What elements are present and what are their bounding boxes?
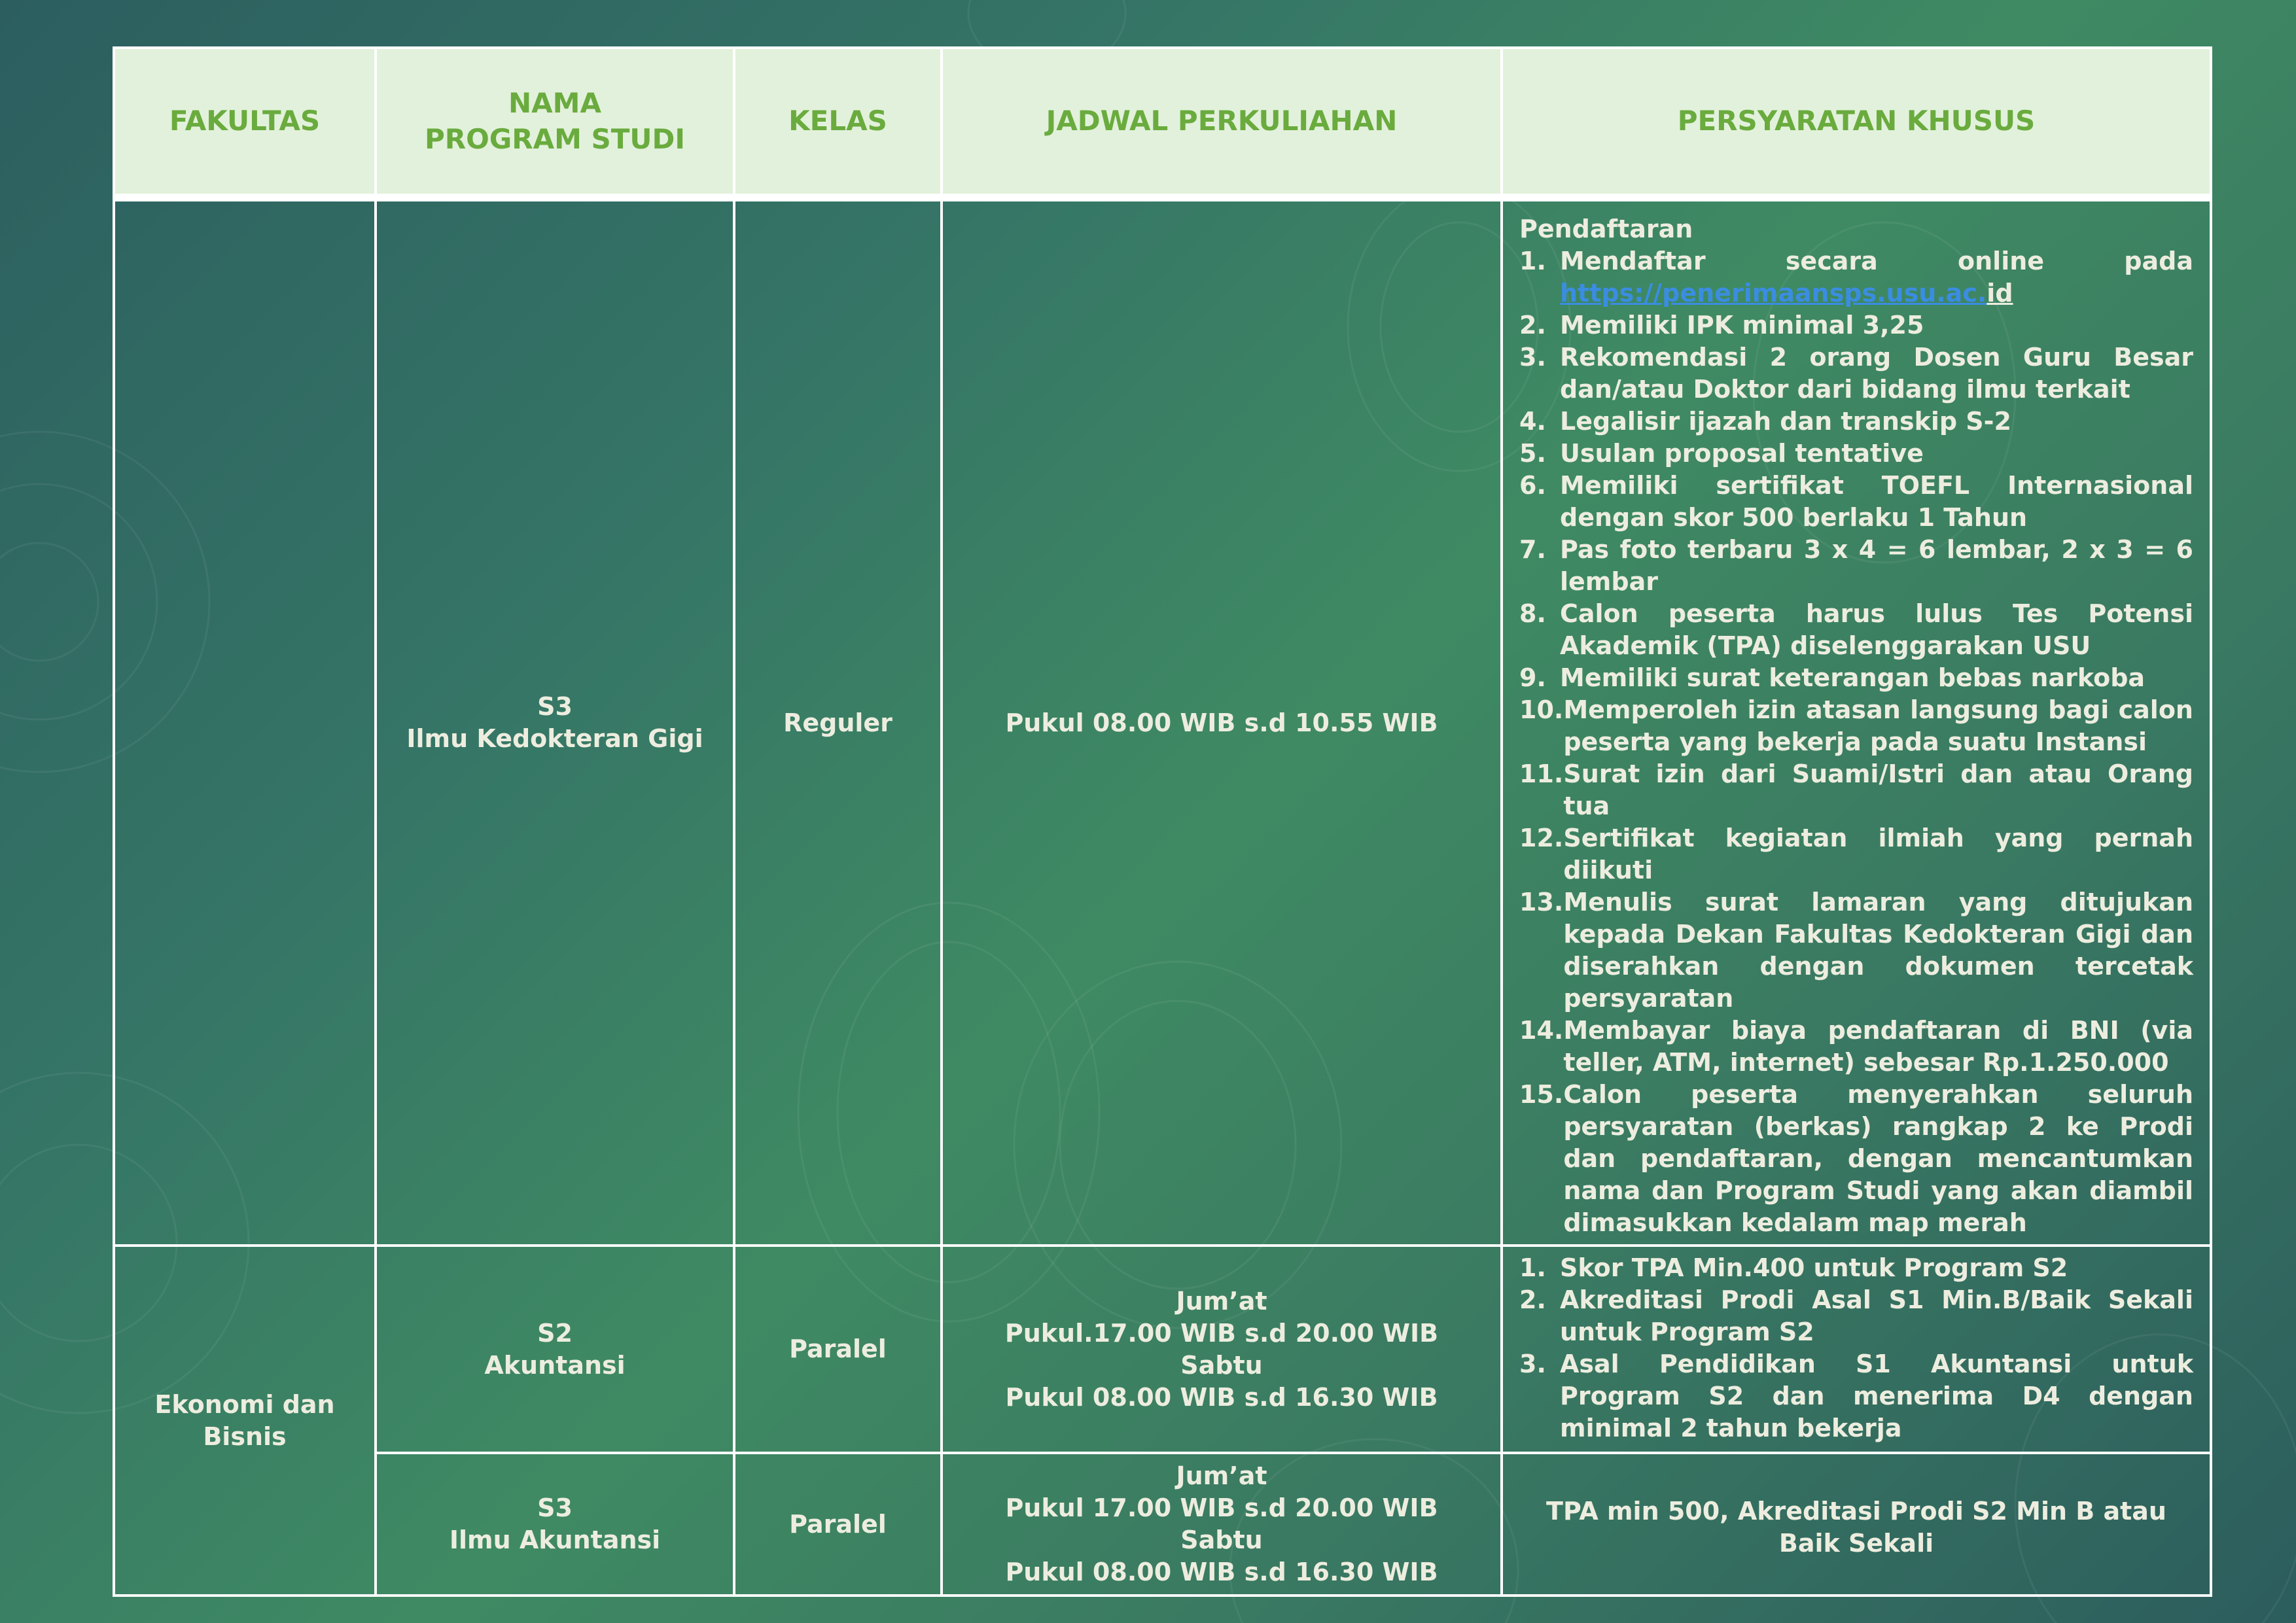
item-text: Menulis surat lamaran yang ditujukan kepada Dekan Fakultas Kedokteran Gigi dan diserahkan dengan dokumen tercetak persyaratan (1563, 888, 2193, 1013)
item-number: 3. (1519, 1350, 1546, 1378)
requirements-list (1519, 245, 2193, 1239)
prodi-level: S3 (537, 1493, 573, 1522)
jadwal-time: Pukul 17.00 WIB s.d 20.00 WIB (1005, 1493, 1438, 1522)
requirements-cell (1502, 198, 2211, 1246)
prodi-name: Akuntansi (484, 1350, 626, 1380)
list-item (1519, 341, 2193, 406)
registration-link[interactable]: https://penerimaansps.usu.ac. (1560, 279, 1987, 307)
prodi-cell (376, 1453, 734, 1596)
list-item (1519, 309, 2193, 341)
item-text: Memperoleh izin atasan langsung bagi calon peserta yang bekerja pada suatu Instansi (1563, 695, 2193, 756)
fakultas-cell: Ekonomi dan Bisnis (114, 1246, 376, 1596)
item-number: 9. (1519, 663, 1546, 692)
item-number: 10. (1519, 695, 1564, 724)
item-text: Usulan proposal tentative (1560, 439, 1924, 468)
item-text: Skor TPA Min.400 untuk Program S2 (1560, 1253, 2068, 1282)
list-item (1519, 534, 2193, 598)
table-row (114, 1453, 2211, 1596)
header-kelas: KELAS (734, 48, 942, 198)
header-persyaratan: PERSYARATAN KHUSUS (1502, 48, 2211, 198)
table-row (114, 1246, 2211, 1453)
item-number: 7. (1519, 535, 1546, 564)
prodi-cell (376, 198, 734, 1246)
item-number: 5. (1519, 439, 1546, 468)
list-item (1519, 758, 2193, 822)
header-fakultas: FAKULTAS (114, 48, 376, 198)
jadwal-cell (942, 198, 1502, 1246)
jadwal-time: Pukul.17.00 WIB s.d 20.00 WIB (1004, 1318, 1439, 1348)
item-number: 11. (1519, 759, 1564, 788)
list-item (1519, 694, 2193, 758)
item-text-main: Mendaftar secara online pada (1560, 247, 2193, 275)
list-item (1519, 406, 2193, 438)
kelas-cell: Paralel (734, 1453, 942, 1596)
item-text: Asal Pendidikan S1 Akuntansi untuk Program S2 dan menerima D4 dengan minimal 2 tahun bekerja (1560, 1350, 2193, 1442)
jadwal-day: Jum’at (1176, 1286, 1267, 1316)
list-item (1519, 662, 2193, 694)
item-text: Calon peserta menyerahkan seluruh persyaratan (berkas) rangkap 2 ke Prodi dan pendaftaran, dengan mencantumkan nama dan Program Studi yang akan diambil dimasukkan kedalam map merah (1563, 1080, 2193, 1237)
item-text: Memiliki surat keterangan bebas narkoba (1560, 663, 2146, 692)
jadwal-time: Pukul 08.00 WIB s.d 16.30 WIB (1005, 1558, 1438, 1586)
list-item (1519, 598, 2193, 662)
item-text (1560, 245, 2193, 309)
fakultas-cell (114, 198, 376, 1246)
requirements-list (1519, 1252, 2193, 1444)
item-number: 1. (1519, 247, 1546, 275)
registration-link-tail[interactable]: id (1987, 279, 2013, 307)
kelas-cell: Paralel (734, 1246, 942, 1453)
kelas-cell: Reguler (734, 198, 942, 1246)
list-item (1519, 470, 2193, 534)
header-nama-line2: PROGRAM STUDI (424, 122, 686, 155)
item-number: 13. (1519, 888, 1564, 916)
table-header-row (114, 48, 2211, 198)
item-text: Memiliki sertifikat TOEFL Internasional dengan skor 500 berlaku 1 Tahun (1560, 471, 2193, 532)
jadwal-cell (942, 1453, 1502, 1596)
item-text: Surat izin dari Suami/Istri dan atau Orang tua (1563, 759, 2193, 820)
item-number: 12. (1519, 824, 1564, 852)
jadwal-cell (942, 1246, 1502, 1453)
item-text: Membayar biaya pendaftaran di BNI (via teller, ATM, internet) sebesar Rp.1.250.000 (1563, 1016, 2193, 1077)
item-number: 8. (1519, 599, 1546, 628)
header-nama-program-studi (376, 48, 734, 198)
list-item (1519, 822, 2193, 886)
item-number: 4. (1519, 407, 1546, 436)
list-item (1519, 1348, 2193, 1444)
jadwal-day: Jum’at (1176, 1461, 1267, 1490)
jadwal-day: Sabtu (1180, 1526, 1263, 1554)
item-number: 1. (1519, 1253, 1546, 1282)
item-number: 15. (1519, 1080, 1564, 1109)
header-nama-line1: NAMA (508, 86, 601, 119)
list-item (1519, 1015, 2193, 1079)
jadwal-line: Pukul 08.00 WIB s.d 10.55 WIB (1005, 708, 1438, 737)
prodi-cell (376, 1246, 734, 1453)
item-text: Calon peserta harus lulus Tes Potensi Akademik (TPA) diselenggarakan USU (1560, 599, 2193, 660)
list-item (1519, 245, 2193, 309)
prodi-name: Ilmu Akuntansi (449, 1526, 661, 1554)
item-number: 6. (1519, 471, 1546, 500)
item-text: Sertifikat kegiatan ilmiah yang pernah diikuti (1563, 824, 2193, 884)
list-item (1519, 1284, 2193, 1348)
requirements-cell (1502, 1246, 2211, 1453)
prodi-level: S3 (537, 692, 573, 721)
item-text: Pas foto terbaru 3 x 4 = 6 lembar, 2 x 3 = 6 lembar (1560, 535, 2193, 596)
item-number: 3. (1519, 343, 1546, 372)
list-item (1519, 1252, 2193, 1284)
program-requirements-table (113, 46, 2212, 1597)
item-text: Rekomendasi 2 orang Dosen Guru Besar dan/atau Doktor dari bidang ilmu terkait (1560, 343, 2193, 404)
requirements-heading: Pendaftaran (1519, 215, 1693, 243)
item-number: 14. (1519, 1016, 1564, 1045)
item-text: Memiliki IPK minimal 3,25 (1560, 311, 1924, 340)
list-item (1519, 438, 2193, 470)
jadwal-time: Pukul 08.00 WIB s.d 16.30 WIB (1005, 1382, 1438, 1412)
item-text: Akreditasi Prodi Asal S1 Min.B/Baik Sekali untuk Program S2 (1560, 1285, 2193, 1346)
jadwal-day: Sabtu (1180, 1350, 1263, 1380)
list-item (1519, 1079, 2193, 1239)
item-number: 2. (1519, 311, 1546, 340)
header-jadwal: JADWAL PERKULIAHAN (942, 48, 1502, 198)
prodi-name: Ilmu Kedokteran Gigi (406, 724, 703, 753)
table-row (114, 198, 2211, 1246)
requirements-cell: TPA min 500, Akreditasi Prodi S2 Min B atau Baik Sekali (1502, 1453, 2211, 1596)
list-item (1519, 886, 2193, 1015)
item-text: Legalisir ijazah dan transkip S-2 (1560, 407, 2011, 436)
item-number: 2. (1519, 1285, 1546, 1314)
prodi-level: S2 (537, 1318, 573, 1348)
